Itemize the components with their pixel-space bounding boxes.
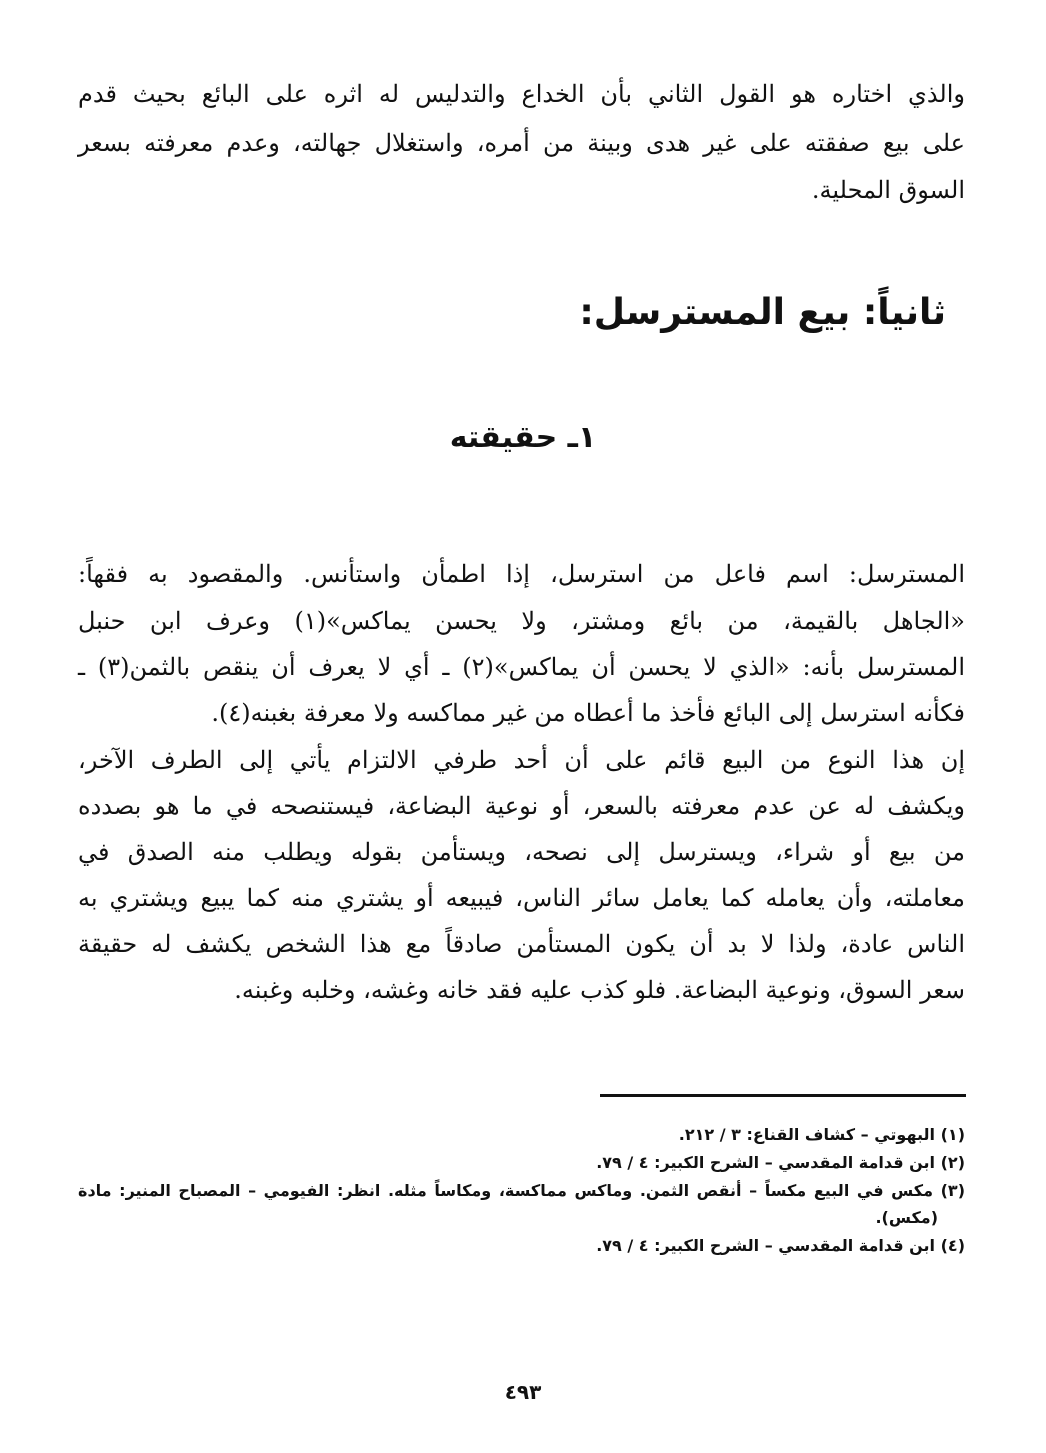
footnote-continuation: (مكس). [875,1208,938,1227]
text-line: من بيع أو شراء، ويسترسل إلى نصحه، ويستأمن بقوله ويطلب منه الصدق في [78,838,965,866]
text-line: والذي اختاره هو القول الثاني بأن الخداع والتدليس له اثره على البائع بحيث قدم [78,80,965,108]
footnote: (١) البهوتي – كشاف القناع: ٣ / ٢١٢. [678,1125,965,1144]
footnote-divider [600,1094,966,1097]
footnote: (٣) مكس في البيع مكساً – أنقص الثمن. وماكس مماكسة، ومكاساً مثله. انظر: الفيومي – المصباح المنير: مادة [78,1181,965,1200]
text-line: معاملته، وأن يعامله كما يعامل سائر الناس، فيبيعه أو يشتري منه كما يبيع ويشتري به [78,884,965,912]
text-line: إن هذا النوع من البيع قائم على أن أحد طرفي الالتزام يأتي إلى الطرف الآخر، [78,746,965,774]
text-line: على بيع صفقته على غير هدى وبينة من أمره، واستغلال جهالته، وعدم معرفته بسعر [78,129,965,157]
page-number: ٤٩٣ [504,1380,542,1404]
text-line: المسترسل بأنه: «الذي لا يحسن أن يماكس»(٢) ـ أي لا يعرف أن ينقص بالثمن(٣) ـ [78,653,965,681]
footnote: (٤) ابن قدامة المقدسي – الشرح الكبير: ٤ / ٧٩. [596,1236,965,1255]
text-line: «الجاهل بالقيمة، من بائع ومشتر، ولا يحسن يماكس»(١) وعرف ابن حنبل [78,607,965,635]
text-line: فكأنه استرسل إلى البائع فأخذ ما أعطاه من غير مماكسه ولا معرفة بغبنه(٤). [211,699,965,727]
text-line: الناس عادة، ولذا لا بد أن يكون المستأمن صادقاً مع هذا الشخص يكشف له حقيقة [78,930,965,958]
text-line: السوق المحلية. [811,176,965,204]
text-line: ويكشف له عن عدم معرفته بالسعر، أو نوعية البضاعة، فيستنصحه في ما هو بصدده [78,792,965,820]
text-line: المسترسل: اسم فاعل من استرسل، إذا اطمأن واستأنس. والمقصود به فقهاً: [78,560,965,588]
text-line: سعر السوق، ونوعية البضاعة. فلو كذب عليه فقد خانه وغشه، وخلبه وغبنه. [234,976,965,1004]
footnote: (٢) ابن قدامة المقدسي – الشرح الكبير: ٤ / ٧٩. [596,1153,965,1172]
section-heading: ثانياً: بيع المسترسل: [579,292,946,333]
subsection-heading: ١ـ حقيقته [449,420,597,455]
